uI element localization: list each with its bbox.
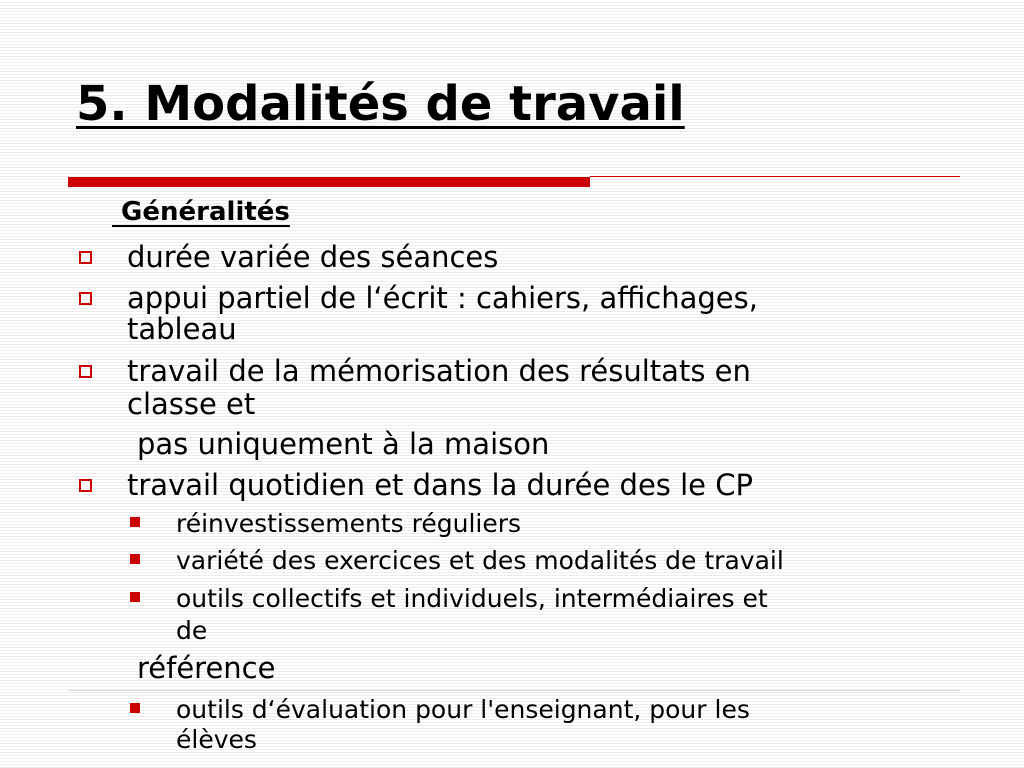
bullet-3-line-2: classe et [127, 387, 256, 421]
section-heading: Généralités [112, 197, 290, 227]
sub-item-3-line-1: outils collectifs et individuels, intermédiaires et [176, 584, 768, 613]
hollow-square-bullet-icon [79, 292, 92, 305]
filled-square-bullet-icon [130, 592, 140, 602]
slide-title: 5. Modalités de travail [76, 76, 685, 132]
bullet-2-line-1: appui partiel de l‘écrit : cahiers, affichages, [127, 281, 758, 315]
sub-item-3-line-2: de [176, 616, 208, 645]
hollow-square-bullet-icon [79, 365, 92, 378]
bullet-4-line-1: travail quotidien et dans la durée des le CP [127, 468, 753, 502]
bullet-4-continuation: référence [137, 651, 276, 685]
bullet-1-line-1: durée variée des séances [127, 240, 499, 274]
filled-square-bullet-icon [130, 517, 140, 527]
filled-square-bullet-icon [130, 703, 140, 713]
bullet-3-continuation: pas uniquement à la maison [137, 427, 550, 461]
sub-item-1-line-1: réinvestissements réguliers [176, 509, 522, 538]
hollow-square-bullet-icon [79, 479, 92, 492]
bullet-3-line-1: travail de la mémorisation des résultats en [127, 354, 751, 388]
sub-item-2-line-1: variété des exercices et des modalités de travail [176, 546, 784, 575]
trailing-sub-item-line-1: outils d‘évaluation pour l'enseignant, pour les [176, 695, 750, 724]
bullet-2-line-2: tableau [127, 312, 237, 346]
footer-rule [68, 690, 960, 691]
hollow-square-bullet-icon [79, 251, 92, 264]
filled-square-bullet-icon [130, 554, 140, 564]
trailing-sub-item-line-2: élèves [176, 725, 257, 754]
